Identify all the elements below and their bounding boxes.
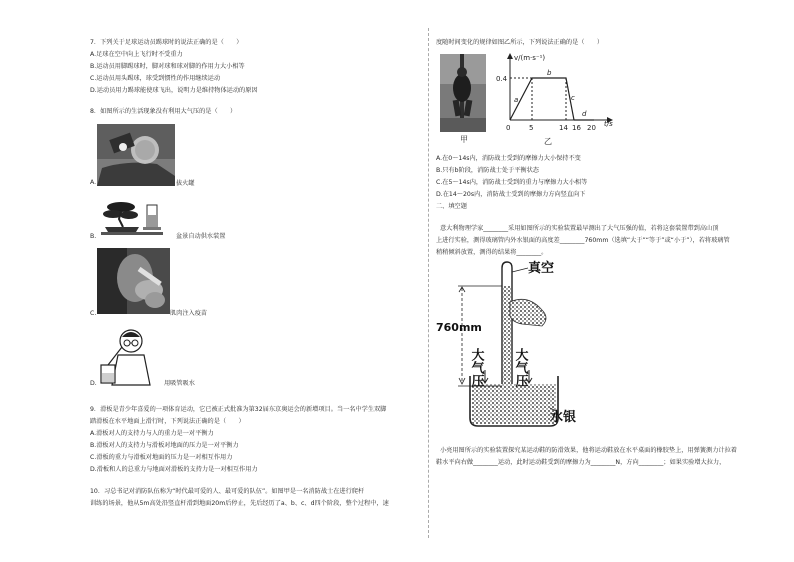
vacuum-label: 真空 bbox=[528, 261, 555, 276]
tick-16: 16 bbox=[572, 124, 581, 132]
q7-option-b: B.运动员用脚踢球时，脚对球和球对脚的作用力大小相等 bbox=[90, 63, 245, 70]
torricelli-experiment-diagram bbox=[432, 258, 592, 433]
q10-option-c: C.在5～14s内，消防战士受到的重力与摩擦力大小相等 bbox=[436, 179, 588, 186]
q12-line2: 鞋水平向右做________运动，此时运动鞋受到的摩擦力为________N，方向________；如果实验增大拉力， bbox=[436, 459, 726, 466]
q10-option-d: D.在14～20s内，消防战士受到的摩擦力方向竖直向下 bbox=[436, 191, 586, 198]
mercury-in-dish bbox=[472, 384, 556, 424]
velocity-line bbox=[510, 78, 574, 120]
segment-c-label: c bbox=[571, 94, 575, 102]
q11-line1: 意大利物理学家________采用如图所示的实验装置最早测出了大气压强的值，若将这套装置带到高山顶 bbox=[440, 225, 719, 232]
tick-20: 20 bbox=[587, 124, 596, 132]
figure-yi-label: 乙 bbox=[544, 137, 552, 146]
q8-d-letter: D. bbox=[90, 380, 97, 387]
q8-b-letter: B. bbox=[90, 233, 97, 240]
q9-stem-line1: 9．滑板是青少年喜爱的一项体育运动，它已被正式批准为第32届东京奥运会的新增项目。当一名中学生双脚 bbox=[90, 406, 387, 413]
q10-option-b: B.只有b阶段，消防战士处于平衡状态 bbox=[436, 167, 539, 174]
q7-option-d: D.运动员用力踢球能使球飞出，说明力是维持物体运动的原因 bbox=[90, 87, 258, 94]
q10-stem-line1: 10．习总书记对消防队伍称为“时代最可爱的人、最可爱的队伍”。如图甲是一名消防战士在进行爬杆 bbox=[90, 488, 365, 495]
q8-b-text: 盆景自动供水装置 bbox=[176, 233, 226, 240]
velocity-time-graph bbox=[492, 50, 620, 150]
q10-stem-line3: 度随时间变化的规律如图乙所示，下列说法正确的是（ ） bbox=[436, 39, 604, 46]
q7-option-c: C.运动员用头踢球，球受到惯性的作用继续运动 bbox=[90, 75, 221, 82]
v-axis-label: v/(m·s⁻¹) bbox=[514, 54, 546, 62]
section-fill-blank-title: 二、填空题 bbox=[436, 203, 467, 210]
bonsai-water-supply-illustration bbox=[99, 197, 171, 237]
tick-5: 5 bbox=[529, 124, 534, 132]
tick-14: 14 bbox=[559, 124, 568, 132]
tick-0: 0 bbox=[506, 124, 511, 132]
segment-a-label: a bbox=[514, 96, 519, 104]
segment-b-label: b bbox=[547, 69, 552, 77]
q11-line3: 稍稍倾斜放置，测得的结果将________。 bbox=[436, 249, 548, 256]
segment-d-label: d bbox=[582, 110, 587, 118]
q9-stem-line2: 踏滑板在水平地面上滑行时，下列说法正确的是（ ） bbox=[90, 418, 245, 425]
figure-jia-label: 甲 bbox=[460, 135, 468, 144]
firefighter-pole-photo bbox=[440, 54, 486, 132]
q8-d-text: 用吸管吸水 bbox=[164, 380, 195, 387]
t-axis-label: t/s bbox=[604, 120, 613, 128]
q10-stem-line2: 训练的场景，他从5m高处沿竖直杆滑到地面20m后停止，先后经历了a、b、c、d四个阶段，整个过程中，速 bbox=[90, 500, 389, 507]
q8-c-text: 肌肉注入疫苗 bbox=[170, 310, 208, 317]
q10-option-a: A.在0～14s内，消防战士受到的摩擦力大小保持不变 bbox=[436, 155, 581, 162]
cupping-photo bbox=[97, 124, 175, 186]
q9-option-b: B.滑板对人的支持力与滑板对地面的压力是一对平衡力 bbox=[90, 442, 239, 449]
q9-option-c: C.滑板的重力与滑板对地面的压力是一对相互作用力 bbox=[90, 454, 233, 461]
atm-pressure-left: 大气压 bbox=[468, 348, 484, 387]
q7-stem: 7．下列关于足球运动员踢球时的说法正确的是（ ） bbox=[90, 39, 243, 46]
q8-a-letter: A. bbox=[90, 179, 97, 186]
hand bbox=[510, 299, 546, 326]
drinking-straw-illustration bbox=[98, 325, 160, 387]
mercury-label: 水银 bbox=[550, 410, 577, 425]
atm-pressure-right: 大气压 bbox=[512, 348, 528, 387]
vaccine-injection-photo bbox=[97, 248, 170, 314]
q8-stem: 8．如图所示的生活现象没有利用大气压的是（ ） bbox=[90, 108, 237, 115]
q8-a-text: 拔火罐 bbox=[176, 180, 195, 187]
q11-line2: 上进行实验，测得玻璃管内外水银面的高度差________760mm（选填“大于”“等于”或“小于”），若将玻璃管 bbox=[436, 237, 730, 244]
q12-line1: 小亮用图所示的实验装置探究某运动鞋的防滑效果，他将运动鞋放在水平桌面的橡胶垫上，用弹簧测力计拉着 bbox=[440, 447, 737, 454]
q9-option-d: D.滑板和人的总重力与地面对滑板的支持力是一对相互作用力 bbox=[90, 466, 258, 473]
column-divider bbox=[428, 28, 429, 538]
q7-option-a: A.足球在空中向上飞行时不受重力 bbox=[90, 51, 183, 58]
q9-option-a: A.滑板对人的支持力与人的重力是一对平衡力 bbox=[90, 430, 214, 437]
height-760mm-label: 760mm bbox=[436, 321, 482, 334]
q8-c-letter: C. bbox=[90, 310, 97, 317]
tick-04: 0.4 bbox=[496, 75, 508, 83]
